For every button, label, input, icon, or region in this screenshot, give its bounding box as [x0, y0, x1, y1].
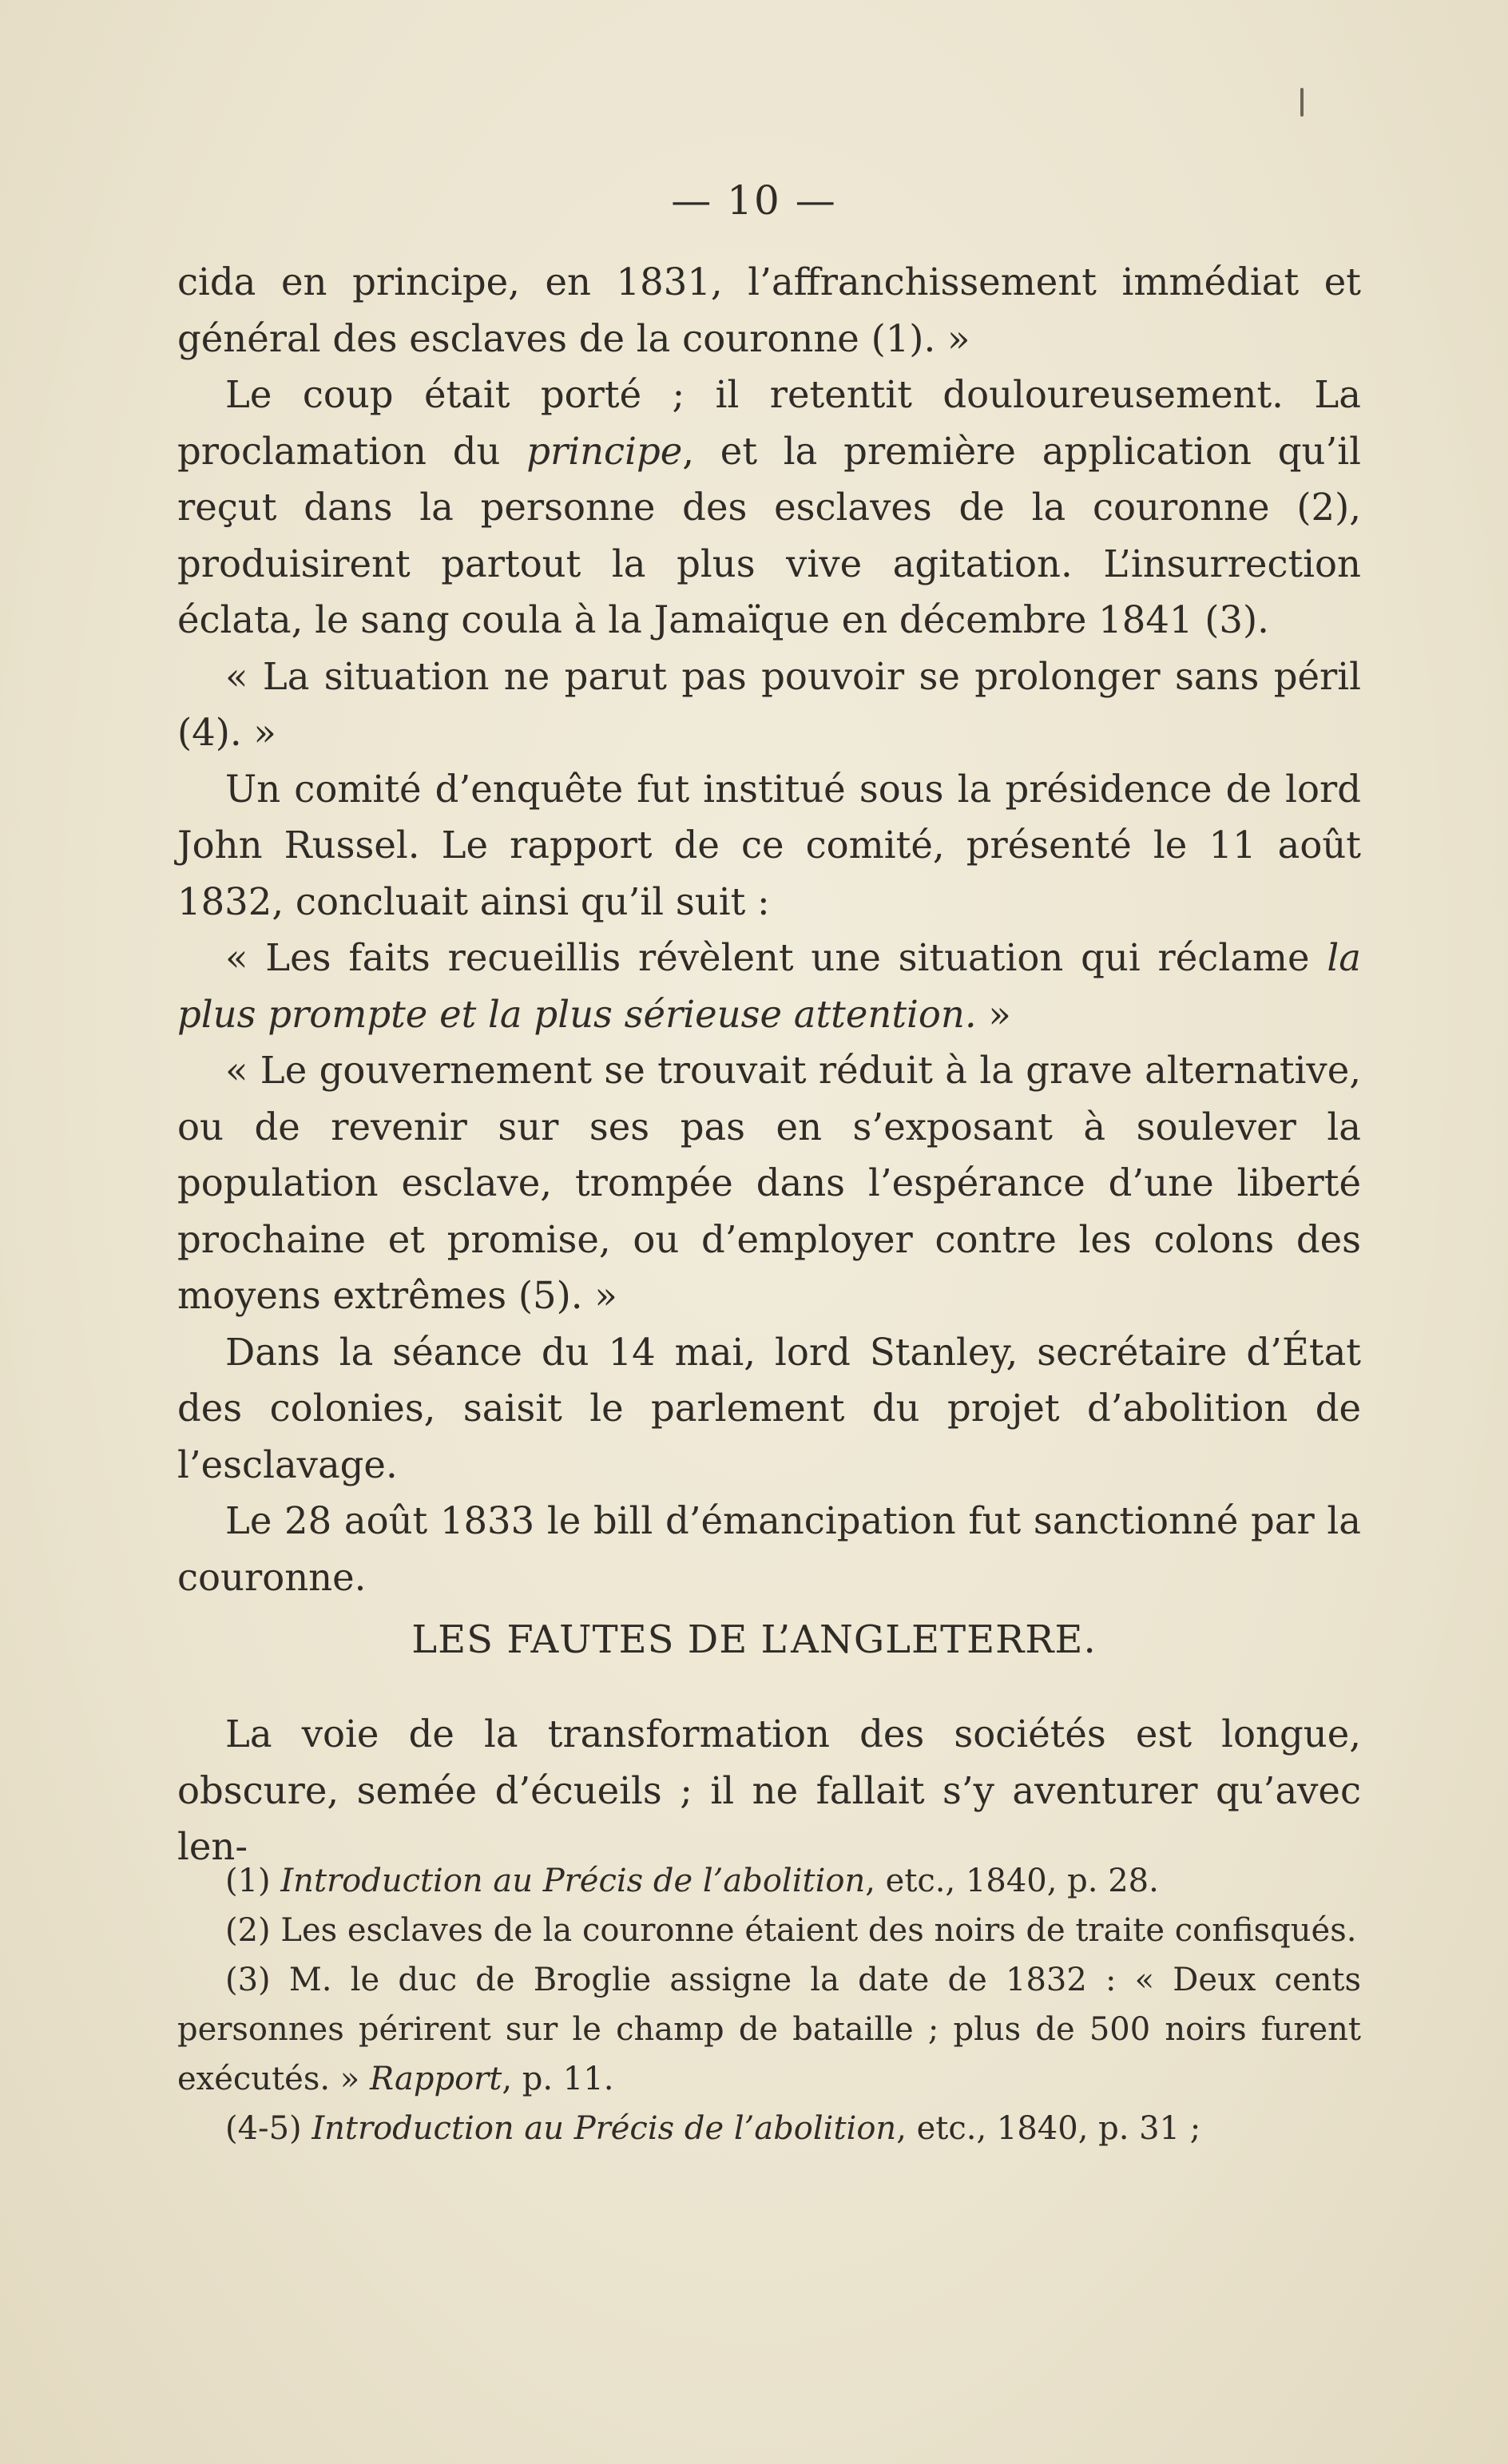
- footnote-number: (4-5): [225, 2110, 312, 2147]
- section-heading: LES FAUTES DE L’ANGLETERRE.: [411, 1617, 1097, 1662]
- text-span: »: [976, 992, 1011, 1036]
- text-span: , et la première application qu’il reçut dans la personne des esclaves de la couronne (2), produisirent partout la plus vive agitation. L’insurrection éclata, le sang coula à la Jamaïque en décembre 1841 (3).: [177, 429, 1361, 641]
- italic-text: la plus prompte et la plus sérieuse attention.: [177, 936, 1361, 1036]
- paragraph: Le 28 août 1833 le bill d’émancipation fut sanctionné par la couronne.: [177, 1499, 1361, 1599]
- text-span: , p. 11.: [502, 2061, 614, 2097]
- paragraph-continued: cida en principe, en 1831, l’affranchissement immédiat et général des esclaves de la couronne (1). »: [177, 260, 1361, 360]
- paragraph: « La situation ne parut pas pouvoir se prolonger sans péril (4). »: [177, 654, 1361, 754]
- text-span: « Les faits recueillis révèlent une situation qui réclame: [225, 936, 1327, 979]
- footnotes: [177, 1856, 1361, 2153]
- footnote: [177, 2104, 1361, 2153]
- paragraph: [177, 367, 1361, 649]
- footnote: (2) Les esclaves de la couronne étaient des noirs de traite confisqués.: [225, 1912, 1357, 1949]
- text-span: Le coup était porté ; il retentit douloureusement. La proclamation du: [177, 373, 1361, 473]
- paragraph: Dans la séance du 14 mai, lord Stanley, secrétaire d’État des colonies, saisit le parlement du projet d’abolition de l’esclavage.: [177, 1330, 1361, 1486]
- paragraph: « Le gouvernement se trouvait réduit à la grave alternative, ou de revenir sur ses pas en s’exposant à soulever la population esclave, trompée dans l’espérance d’une liberté prochaine et promise, ou d’employer contre les colons des moyens extrêmes (5). »: [177, 1049, 1361, 1317]
- italic-text: Rapport: [369, 2061, 502, 2097]
- text-span: , etc., 1840, p. 28.: [865, 1863, 1159, 1899]
- section-text: [177, 1706, 1361, 1875]
- paragraph: La voie de la transformation des sociétés est longue, obscure, semée d’écueils ; il ne fallait s’y aventurer qu’avec len-: [177, 1712, 1361, 1868]
- italic-text: principe: [526, 429, 683, 473]
- margin-mark: [1300, 88, 1304, 117]
- footnote: [177, 1856, 1361, 1906]
- main-text: [177, 254, 1361, 1605]
- footnote-number: (1): [225, 1863, 281, 1899]
- text-span: (3) M. le duc de Broglie assigne la date de 1832 : « Deux cents personnes périrent sur le champ de bataille ; plus de 500 noirs furent exécutés. »: [177, 1962, 1361, 2097]
- page-number: — 10 —: [671, 177, 837, 224]
- italic-text: Introduction au Précis de l’abolition: [280, 1863, 866, 1899]
- paragraph: Un comité d’enquête fut institué sous la présidence de lord John Russel. Le rapport de ce comité, présenté le 11 août 1832, concluait ainsi qu’il suit :: [177, 767, 1361, 923]
- italic-text: Introduction au Précis de l’abolition: [312, 2110, 897, 2147]
- text-span: , etc., 1840, p. 31 ;: [896, 2110, 1201, 2147]
- footnote: [177, 1955, 1361, 2104]
- paragraph: [177, 930, 1361, 1042]
